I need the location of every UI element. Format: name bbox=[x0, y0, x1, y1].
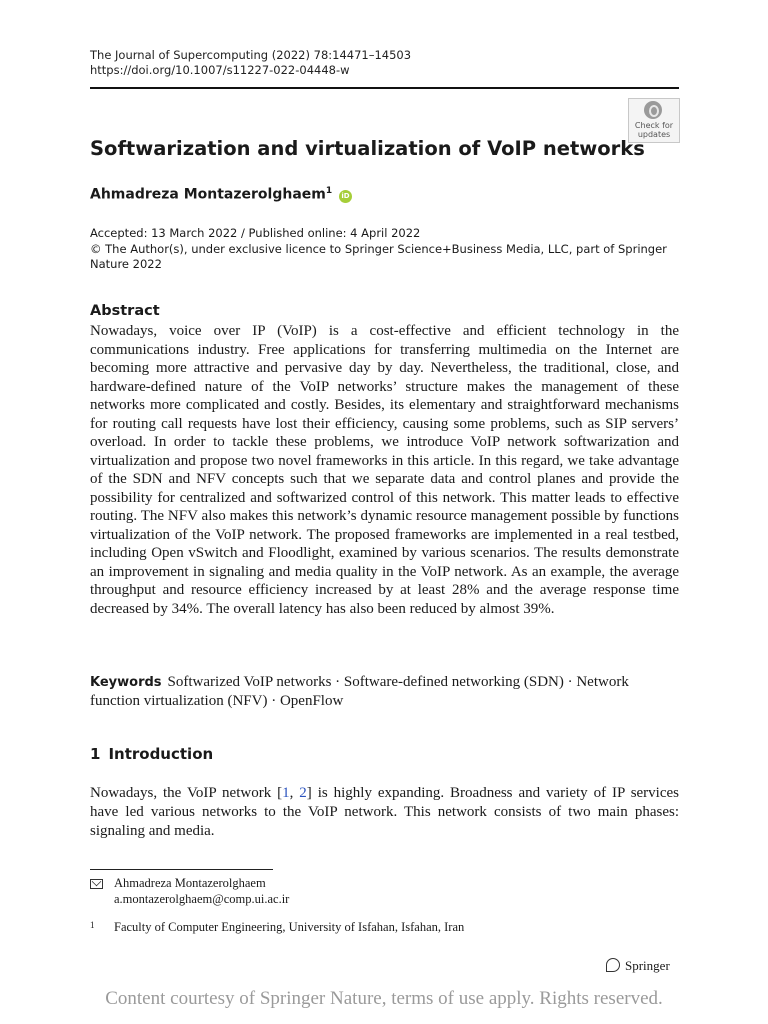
affiliation-number: 1 bbox=[90, 920, 95, 930]
springer-logo bbox=[606, 958, 670, 974]
section-heading bbox=[90, 745, 213, 763]
publication-info bbox=[90, 226, 680, 273]
abstract-text: Nowadays, voice over IP (VoIP) is a cost-effective and efficient technology in the communications industry. Free applications for transferring multimedia on the Internet are becoming more attractive and pervasive day by day. Nevertheless, the traditional, close, and hardware-defined nature of the VoIP networks’ structure makes the management of these networks more complicated and costly. Besides, its elementary and straightforward mechanisms for routing call requests have lost their efficiency, causing some problems, such as SIP servers’ overload. In order to tackle these problems, we introduce VoIP network softwarization and virtualization and propose two novel frameworks in this article. In this regard, we take advantage of the SDN and NFV concepts such that we separate data and control planes and provide the possibility for centralized and softwarized control of this network. This matter leads to effective routing. The NFV also makes this network’s dynamic resource management possible by functions virtualization of the VoIP network. The proposed frameworks are implemented in a real testbed, including Open vSwitch and Floodlight, examined by various scenarios. The results demonstrate an improvement in signaling and media quality in the VoIP network. As an example, the average throughput and resource efficiency increased by at least 28% and the average response time decreased by 34%. The overall latency has also been reduced by almost 39%. bbox=[90, 323, 679, 617]
corresponding-author-name: Ahmadreza Montazerolghaem bbox=[114, 876, 266, 890]
paper-title: Softwarization and virtualization of VoIP networks bbox=[90, 137, 645, 160]
author-line bbox=[90, 186, 352, 203]
publication-dates: Accepted: 13 March 2022 / Published online: 4 April 2022 bbox=[90, 226, 421, 240]
journal-citation: The Journal of Supercomputing (2022) 78:14471–14503 bbox=[90, 48, 412, 62]
citation-link-2[interactable]: 2 bbox=[299, 785, 307, 801]
envelope-icon bbox=[90, 879, 103, 889]
badge-line-1: Check for bbox=[634, 121, 674, 130]
citation-link-1[interactable]: 1 bbox=[282, 785, 290, 801]
check-updates-icon bbox=[644, 101, 662, 119]
author-name: Ahmadreza Montazerolghaem bbox=[90, 186, 326, 203]
keywords-block bbox=[90, 673, 679, 711]
keywords-text: Softwarized VoIP networks · Software-defined networking (SDN) · Network function virtualization (NFV) · OpenFlow bbox=[90, 674, 629, 709]
author-affiliation-sup: 1 bbox=[325, 186, 333, 196]
journal-header bbox=[90, 48, 411, 78]
citation-separator: , bbox=[289, 785, 300, 801]
corresponding-author bbox=[114, 876, 289, 907]
keywords-label: Keywords bbox=[90, 675, 162, 690]
publisher-name: Springer bbox=[625, 958, 670, 973]
abstract-heading: Abstract bbox=[90, 303, 160, 319]
intro-text-part-1: Nowadays, the VoIP network [ bbox=[90, 785, 283, 801]
section-title: Introduction bbox=[108, 745, 214, 763]
header-divider bbox=[90, 87, 679, 89]
intro-text-part-2: ] is highly expanding. Broadness and variety of IP services have led various networks to the VoIP network. This network consists of two main phases: signaling and media. bbox=[90, 785, 680, 839]
footnote-divider bbox=[90, 869, 273, 870]
doi-link[interactable]: https://doi.org/10.1007/s11227-022-04448-w bbox=[90, 63, 350, 77]
affiliation-text: Faculty of Computer Engineering, University of Isfahan, Isfahan, Iran bbox=[114, 920, 465, 934]
copyright-notice: © The Author(s), under exclusive licence to Springer Science+Business Media, LLC, part of Springer Nature 2022 bbox=[90, 241, 667, 271]
badge-line-2: updates bbox=[637, 130, 671, 139]
section-number: 1 bbox=[90, 745, 101, 763]
orcid-icon[interactable]: iD bbox=[339, 190, 352, 203]
courtesy-notice: Content courtesy of Springer Nature, terms of use apply. Rights reserved. bbox=[105, 988, 663, 1009]
intro-paragraph bbox=[90, 784, 679, 841]
springer-horse-icon bbox=[606, 958, 620, 972]
corresponding-author-email[interactable]: a.montazerolghaem@comp.ui.ac.ir bbox=[114, 891, 290, 906]
